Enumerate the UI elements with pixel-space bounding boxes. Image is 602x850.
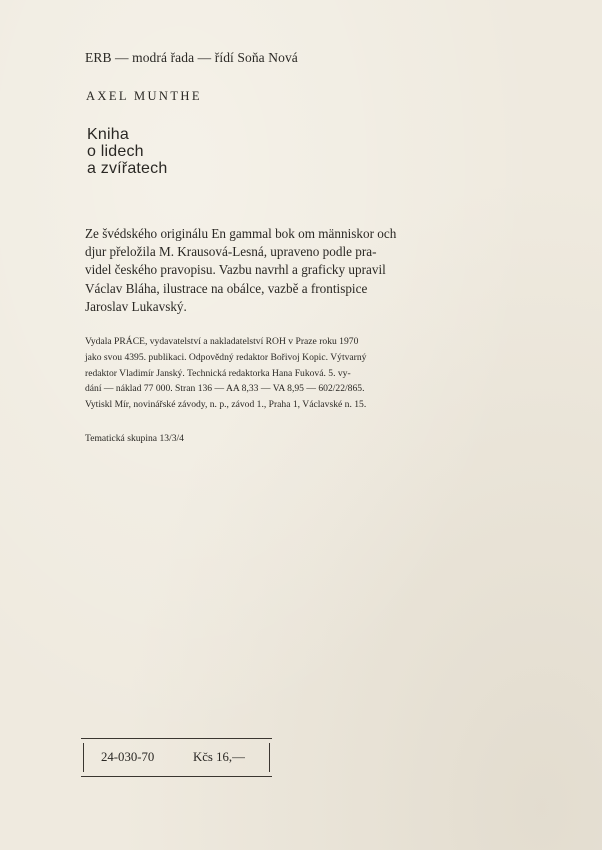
translation-line: Václav Bláha, ilustrace na obálce, vazbě a frontispice: [85, 280, 368, 296]
catalog-code: 24-030-70: [101, 750, 155, 764]
title-line: Kniha: [87, 126, 129, 143]
price-label: Kčs 16,—: [193, 750, 245, 764]
imprint-line: redaktor Vladimír Janský. Technická redaktorka Hana Fuková. 5. vy-: [85, 367, 351, 379]
imprint-block: [85, 334, 425, 413]
thematic-group: Tematická skupina 13/3/4: [85, 433, 184, 444]
translation-line: Ze švédského originálu En gammal bok om människor och: [85, 226, 397, 241]
imprint-line: dání — náklad 77 000. Stran 136 — AA 8,33 — VA 8,95 — 602/22/865.: [85, 383, 365, 395]
price-box: [81, 738, 272, 777]
imprint-line: Vydala PRÁCE, vydavatelství a nakladatelství ROH v Praze roku 1970: [85, 336, 359, 347]
imprint-line: jako svou 4395. publikaci. Odpovědný redaktor Bořivoj Kopic. Výtvarný: [85, 351, 367, 363]
series-line: ERB — modrá řada — řídí Soňa Nová: [85, 50, 298, 65]
author-name: AXEL MUNTHE: [86, 89, 202, 103]
translation-line: djur přeložila M. Krausová-Lesná, upraveno podle pra-: [85, 244, 377, 260]
title-line: o lidech: [87, 143, 144, 160]
title-line: a zvířatech: [87, 160, 168, 177]
translation-note: [85, 225, 419, 316]
imprint-line: Vytiskl Mír, novinářské závody, n. p., závod 1., Praha 1, Václavské n. 15.: [85, 399, 367, 411]
translation-line: Jaroslav Lukavský.: [85, 298, 187, 314]
book-title: [87, 126, 167, 177]
translation-line: videl českého pravopisu. Vazbu navrhl a graficky upravil: [85, 262, 386, 278]
